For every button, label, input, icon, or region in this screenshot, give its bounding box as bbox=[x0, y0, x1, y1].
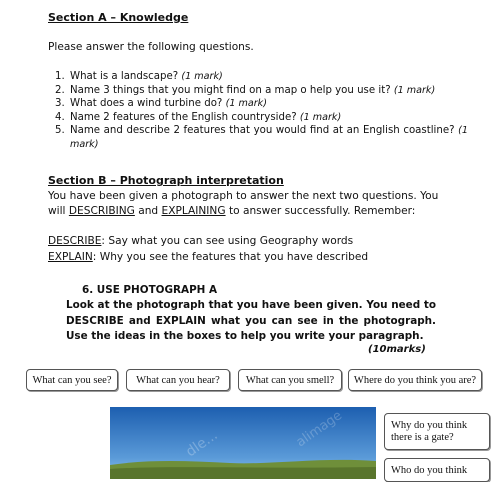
task-body: Look at the photograph that you have been given. You need to DESCRIBE and EXPLAIN what you can see in the photograph. Use the ideas in the boxes to help you write your paragraph. bbox=[66, 299, 436, 342]
question-item: 4. Name 2 features of the English countryside? (1 mark) bbox=[68, 111, 468, 125]
section-b-heading: Section B – Photograph interpretation bbox=[48, 174, 284, 187]
task-heading: 6. USE PHOTOGRAPH A bbox=[82, 284, 218, 296]
svg-text:alimage: alimage bbox=[293, 408, 345, 451]
svg-text:dle...: dle... bbox=[183, 427, 221, 461]
task-marks: (10marks) bbox=[368, 344, 426, 355]
question-item: 3. What does a wind turbine do? (1 mark) bbox=[68, 97, 468, 111]
prompt-box-see: What can you see? bbox=[26, 369, 118, 391]
section-b-instructions: You have been given a photograph to answer the next two questions. You will DESCRIBING and EXPLAINING to answer successfully. Remember: bbox=[48, 190, 439, 217]
question-item: 2. Name 3 things that you might find on a map o help you use it? (1 mark) bbox=[68, 84, 468, 98]
question-item: 1. What is a landscape? (1 mark) bbox=[68, 70, 468, 84]
prompt-box-where: Where do you think you are? bbox=[348, 369, 482, 391]
prompt-box-smell: What can you smell? bbox=[238, 369, 342, 391]
side-box-gate: Why do you think there is a gate? bbox=[384, 413, 490, 450]
question-item: 5. Name and describe 2 features that you would find at an English coastline? (1 mark) bbox=[68, 124, 468, 151]
section-a-heading: Section A – Knowledge bbox=[48, 11, 189, 24]
prompt-box-hear: What can you hear? bbox=[126, 369, 230, 391]
question-list bbox=[48, 70, 468, 152]
side-box-who: Who do you think bbox=[384, 458, 490, 482]
landscape-photograph bbox=[110, 407, 376, 479]
describe-definition: DESCRIBE: Say what you can see using Geography words bbox=[48, 235, 354, 247]
explain-definition: EXPLAIN: Why you see the features that you have described bbox=[48, 251, 369, 263]
section-a-intro: Please answer the following questions. bbox=[48, 41, 254, 53]
